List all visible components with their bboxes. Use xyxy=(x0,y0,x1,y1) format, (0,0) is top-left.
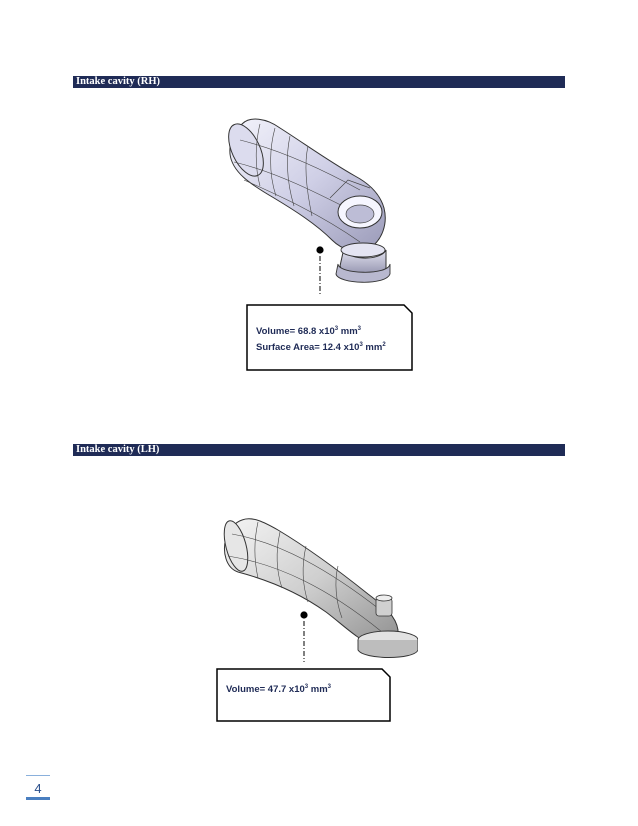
section-header-rh xyxy=(73,76,565,88)
page-number: 4 xyxy=(34,781,42,796)
intake-cavity-rh-model xyxy=(220,110,410,295)
section-header-lh xyxy=(73,444,565,456)
callout-lh xyxy=(216,668,392,724)
section-title: Intake cavity (RH) xyxy=(76,76,160,87)
intake-cavity-lh-model xyxy=(218,512,418,662)
section-title: Intake cavity (LH) xyxy=(76,444,160,455)
surface-area-text: Surface Area= 12.4 $x10^3$ $mm^2$ xyxy=(256,342,386,354)
volume-text: Volume= 47.7 $x10^3$ $mm^3$ xyxy=(226,684,332,696)
page-number-rule-bottom xyxy=(26,797,50,800)
callout-rh xyxy=(246,304,414,372)
page-number-rule-top xyxy=(26,775,50,776)
volume-text: Volume= 68.8 $x10^3$ $mm^3$ xyxy=(256,326,362,338)
